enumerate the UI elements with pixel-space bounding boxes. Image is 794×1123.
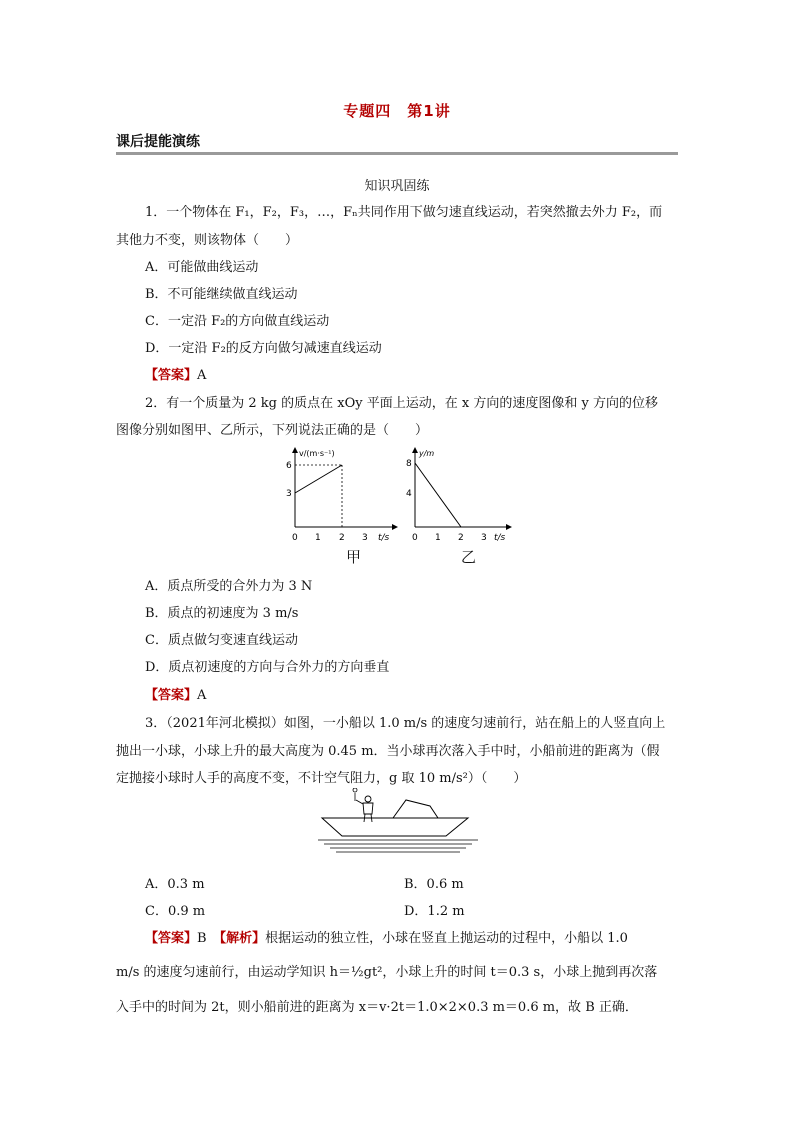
xtick-0: 0: [292, 533, 298, 543]
analysis-label: 【解析】: [219, 931, 266, 946]
y-axis-arrow: [292, 447, 298, 453]
heading-divider: [116, 152, 678, 155]
q2-option-d: D．质点初速度的方向与合外力的方向垂直: [145, 660, 390, 675]
xtick-2: 2: [339, 533, 345, 543]
q1-option-d: D．一定沿 F₂的反方向做匀减速直线运动: [145, 341, 382, 356]
boat-cabin: [393, 800, 438, 818]
q3-stem-line1: 3．（2021年河北模拟）如图，一小船以 1.0 m/s 的速度匀速前行，站在船上的人竖直向上: [145, 716, 666, 731]
answer-value: B: [197, 931, 207, 946]
ytick-6: 6: [286, 461, 292, 471]
q3-answer-analysis-line1: [145, 927, 628, 946]
person-head: [365, 796, 371, 802]
q1-stem-line2: 其他力不变，则该物体（ ）: [116, 233, 299, 248]
q3-option-c: C．0.9 m: [145, 904, 206, 919]
q3-option-d: D．1.2 m: [404, 904, 465, 919]
q2-stem-line2: 图像分别如图甲、乙所示，下列说法正确的是（ ）: [116, 423, 429, 438]
x-axis-arrow: [392, 524, 398, 530]
q3-analysis-line2: m/s 的速度匀速前行，由运动学知识 h＝½gt²，小球上升的时间 t＝0.3 s，小球上抛到再次落: [116, 965, 658, 980]
y-axis-arrow: [412, 447, 418, 453]
answer-value: A: [197, 368, 207, 383]
section-heading: 课后提能演练: [116, 134, 200, 150]
xtick-1: 1: [315, 533, 321, 543]
xtick-3: 3: [481, 533, 487, 543]
ytick-8: 8: [406, 459, 412, 469]
answer-value: A: [197, 688, 207, 703]
q2-option-c: C．质点做匀变速直线运动: [145, 633, 298, 648]
q2-answer: [145, 684, 206, 703]
graph-a-caption: 甲: [346, 548, 362, 566]
q3-option-b: B．0.6 m: [404, 877, 464, 892]
page-title: 专题四 第1讲: [343, 102, 451, 120]
person-leg-right: [371, 814, 372, 822]
velocity-line: [295, 465, 342, 493]
velocity-graph: [280, 445, 400, 545]
y-label: y/m: [419, 449, 435, 458]
ytick-3: 3: [286, 489, 292, 499]
q1-stem-line1: 1．一个物体在 F₁，F₂，F₃，…，Fₙ共同作用下做匀速直线运动，若突然撤去外力 F₂，而: [145, 205, 663, 220]
x-label: t/s: [378, 533, 390, 543]
x-label: t/s: [494, 533, 506, 543]
displacement-line: [415, 463, 461, 527]
xtick-3: 3: [362, 533, 368, 543]
q3-stem-line2: 抛出一小球，小球上升的最大高度为 0.45 m．当小球再次落入手中时，小船前进的距离为（假: [116, 744, 660, 759]
q2-option-a: A．质点所受的合外力为 3 N: [145, 579, 313, 594]
answer-label: 【答案】: [145, 688, 198, 703]
q1-option-a: A．可能做曲线运动: [145, 260, 259, 275]
q1-option-b: B．不可能继续做直线运动: [145, 287, 298, 302]
person-arm: [356, 800, 363, 804]
ytick-4: 4: [406, 489, 412, 499]
q2-option-b: B．质点的初速度为 3 m/s: [145, 606, 299, 621]
q3-option-a: A．0.3 m: [145, 877, 205, 892]
xtick-1: 1: [435, 533, 441, 543]
boat-illustration: [318, 788, 478, 858]
graph-b-caption: 乙: [461, 548, 477, 566]
person-leg-left: [364, 814, 365, 822]
answer-label: 【答案】: [145, 931, 198, 946]
xtick-2: 2: [458, 533, 464, 543]
q3-stem-line3: 定抛接小球时人手的高度不变，不计空气阻力，g 取 10 m/s²）（ ）: [116, 771, 527, 786]
subheading: 知识巩固练: [364, 179, 430, 194]
boat-hull: [322, 818, 468, 836]
q2-stem-line1: 2．有一个质量为 2 kg 的质点在 xOy 平面上运动，在 x 方向的速度图像和 y 方向的位移: [145, 396, 658, 411]
displacement-graph: [400, 445, 515, 545]
x-axis-arrow: [506, 524, 512, 530]
person-body: [363, 803, 373, 814]
analysis-text-1: 根据运动的独立性，小球在竖直上抛运动的过程中，小船以 1.0: [265, 931, 628, 946]
y-label: v/(m·s⁻¹): [299, 449, 335, 458]
q1-option-c: C．一定沿 F₂的方向做直线运动: [145, 314, 330, 329]
answer-label: 【答案】: [145, 368, 198, 383]
xtick-0: 0: [412, 533, 418, 543]
q1-answer: [145, 364, 206, 383]
q3-analysis-line3: 入手中的时间为 2t，则小船前进的距离为 x＝v·2t＝1.0×2×0.3 m＝0.6 m，故 B 正确．: [116, 1000, 638, 1015]
ball-icon: [353, 788, 357, 792]
